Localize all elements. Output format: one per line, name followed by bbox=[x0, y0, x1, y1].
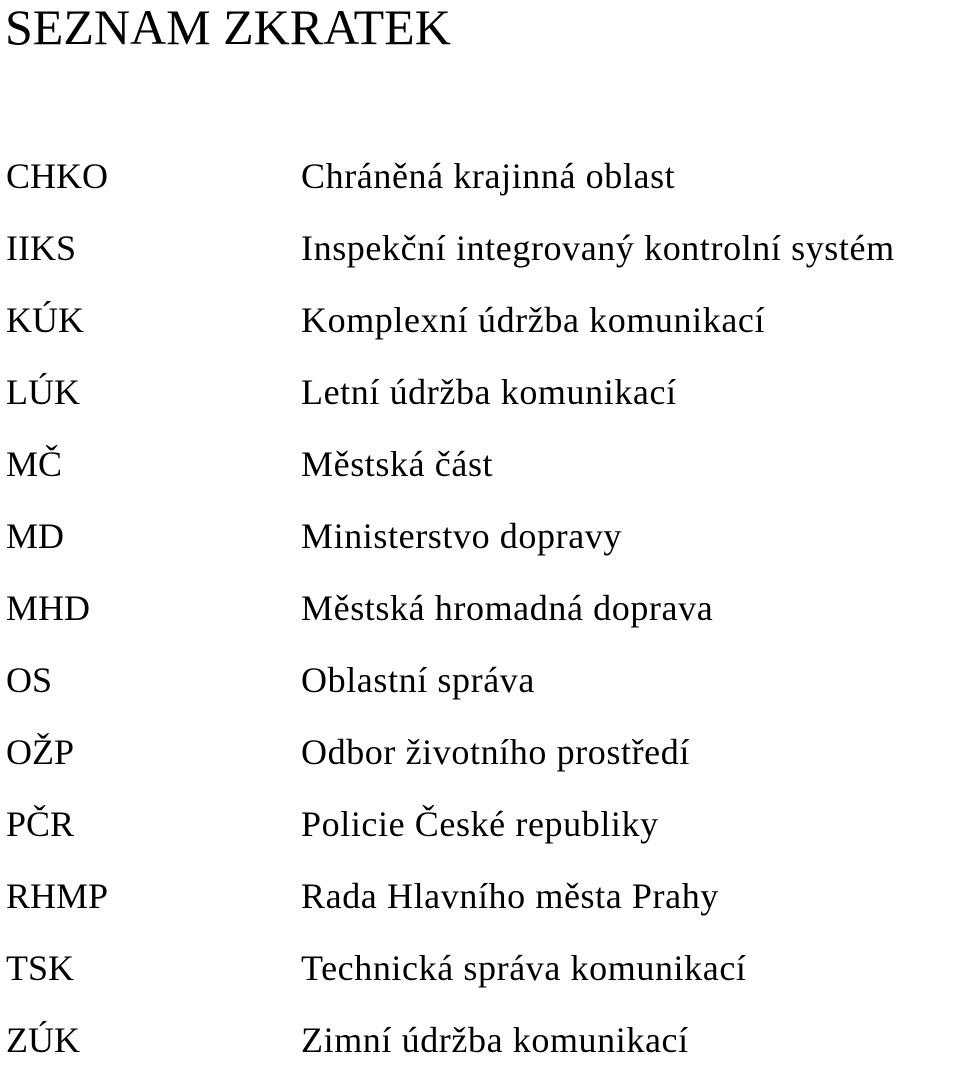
abbreviation: IIKS bbox=[6, 228, 76, 268]
abbreviation-meaning: Chráněná krajinná oblast bbox=[301, 156, 676, 196]
abbreviation-row bbox=[0, 212, 960, 284]
abbreviation: MČ bbox=[6, 444, 63, 484]
abbreviation-row bbox=[0, 932, 960, 1004]
abbreviation-meaning: Zimní údržba komunikací bbox=[301, 1020, 689, 1060]
abbreviation: CHKO bbox=[6, 156, 109, 196]
abbreviation: MD bbox=[6, 516, 65, 556]
abbreviation: OŽP bbox=[6, 732, 75, 772]
abbreviation-list bbox=[0, 140, 960, 1076]
abbreviation: TSK bbox=[6, 948, 75, 988]
abbreviation-row bbox=[0, 644, 960, 716]
abbreviation-meaning: Inspekční integrovaný kontrolní systém bbox=[301, 228, 895, 268]
abbreviation-row bbox=[0, 428, 960, 500]
abbreviation-meaning: Městská část bbox=[301, 444, 494, 484]
abbreviation-meaning: Odbor životního prostředí bbox=[301, 732, 690, 772]
abbreviation-row bbox=[0, 284, 960, 356]
abbreviation-row bbox=[0, 1004, 960, 1076]
abbreviation: KÚK bbox=[6, 300, 84, 340]
abbreviation-meaning: Rada Hlavního města Prahy bbox=[301, 876, 719, 916]
abbreviation: RHMP bbox=[6, 876, 109, 916]
abbreviation-row bbox=[0, 716, 960, 788]
abbreviation-row bbox=[0, 572, 960, 644]
abbreviation-meaning: Ministerstvo dopravy bbox=[301, 516, 622, 556]
abbreviation: ZÚK bbox=[6, 1020, 80, 1060]
abbreviation-meaning: Technická správa komunikací bbox=[301, 948, 747, 988]
abbreviation: PČR bbox=[6, 804, 75, 844]
abbreviation: MHD bbox=[6, 588, 91, 628]
abbreviation-row bbox=[0, 788, 960, 860]
abbreviation-row bbox=[0, 140, 960, 212]
abbreviation-row bbox=[0, 356, 960, 428]
abbreviation-meaning: Policie České republiky bbox=[301, 804, 659, 844]
abbreviation-meaning: Oblastní správa bbox=[301, 660, 535, 700]
abbreviation: OS bbox=[6, 660, 53, 700]
abbreviation-row bbox=[0, 500, 960, 572]
abbreviation-row bbox=[0, 860, 960, 932]
page-title: SEZNAM ZKRATEK bbox=[5, 0, 451, 55]
abbreviation: LÚK bbox=[6, 372, 80, 412]
abbreviation-meaning: Letní údržba komunikací bbox=[301, 372, 677, 412]
abbreviation-meaning: Městská hromadná doprava bbox=[301, 588, 714, 628]
abbreviation-meaning: Komplexní údržba komunikací bbox=[301, 300, 766, 340]
